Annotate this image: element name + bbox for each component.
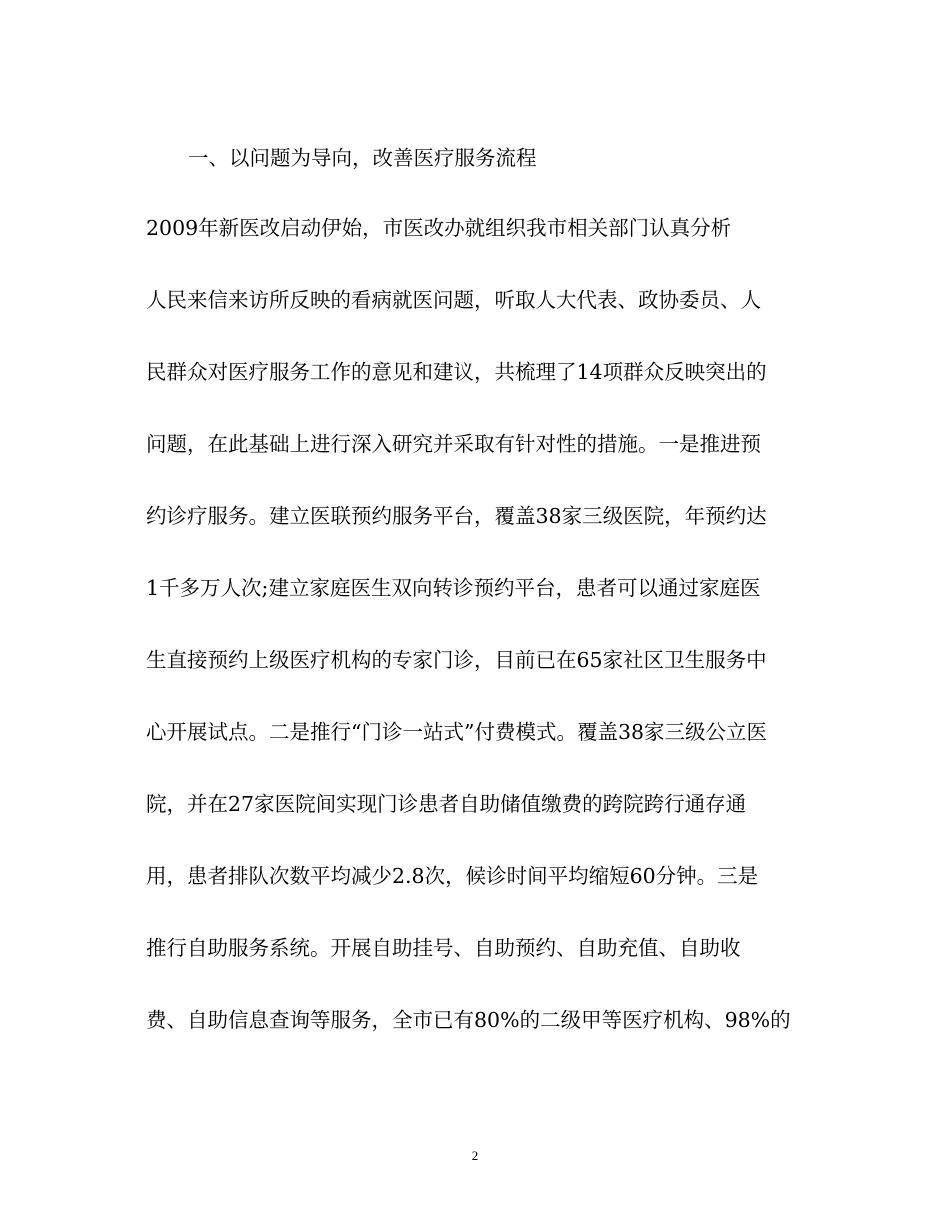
paragraph-line: 生直接预约上级医疗机构的专家门诊，目前已在65家社区卫生服务中 <box>146 648 767 672</box>
section-heading: 一、以问题为导向，改善医疗服务流程 <box>188 146 537 170</box>
paragraph-line: 院，并在27家医院间实现门诊患者自助储值缴费的跨院跨行通存通 <box>146 792 747 816</box>
paragraph-line: 约诊疗服务。建立医联预约服务平台，覆盖38家三级医院，年预约达 <box>146 504 767 528</box>
paragraph-line: 用，患者排队次数平均减少2.8次，候诊时间平均缩短60分钟。三是 <box>146 864 759 888</box>
page-number: 2 <box>471 1148 479 1163</box>
paragraph-line: 人民来信来访所反映的看病就医问题，听取人大代表、政协委员、人 <box>146 288 761 312</box>
paragraph-line: 1千多万人次;建立家庭医生双向转诊预约平台，患者可以通过家庭医 <box>146 576 761 600</box>
paragraph-line: 民群众对医疗服务工作的意见和建议，共梳理了14项群众反映突出的 <box>146 360 767 384</box>
paragraph-line: 2009年新医改启动伊始，市医改办就组织我市相关部门认真分析 <box>146 216 732 240</box>
paragraph-line: 心开展试点。二是推行“门诊一站式”付费模式。覆盖38家三级公立医 <box>146 720 768 744</box>
paragraph-line: 费、自助信息查询等服务，全市已有80%的二级甲等医疗机构、98%的 <box>146 1008 791 1032</box>
paragraph-line: 问题，在此基础上进行深入研究并采取有针对性的措施。一是推进预 <box>146 432 761 456</box>
paragraph-line: 推行自助服务系统。开展自助挂号、自助预约、自助充值、自助收 <box>146 936 741 960</box>
